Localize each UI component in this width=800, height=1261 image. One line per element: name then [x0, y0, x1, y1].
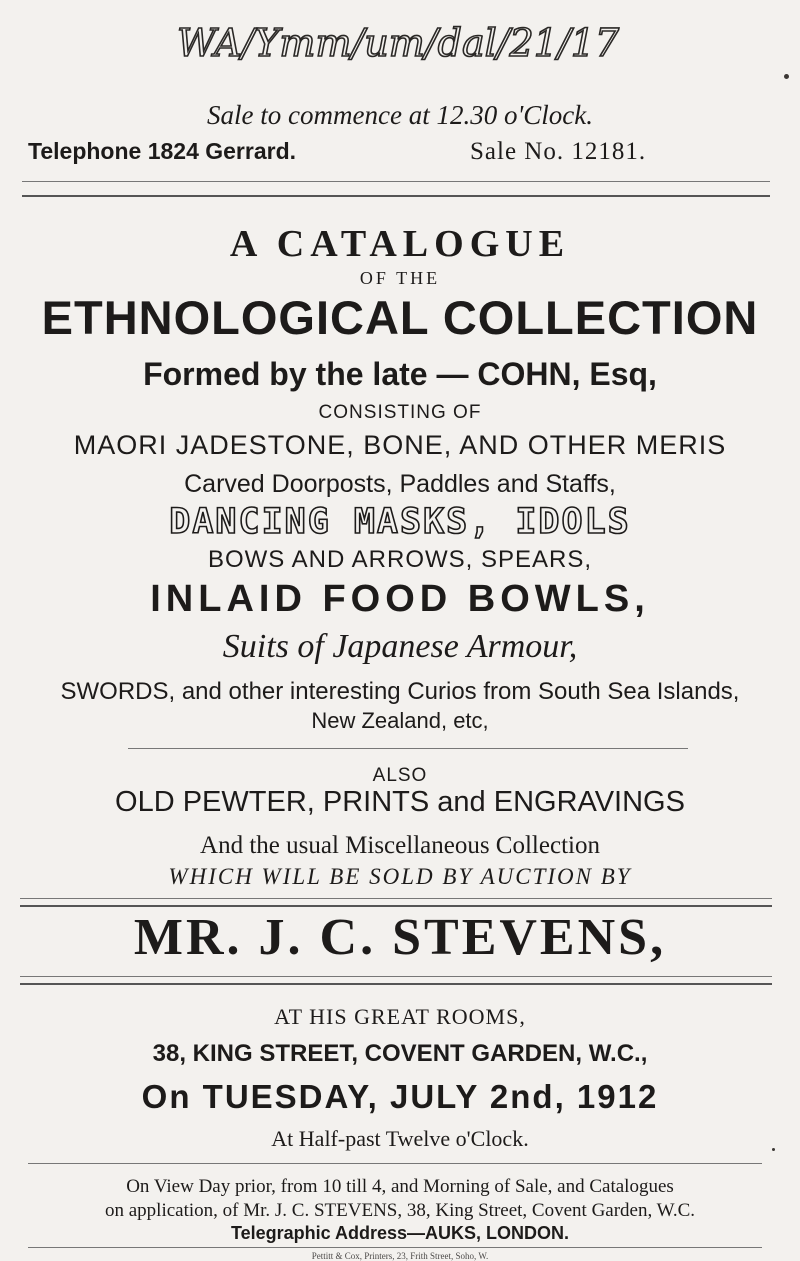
printers-imprint: Pettitt & Cox, Printers, 23, Frith Street, Soho, W. — [311, 1251, 489, 1261]
ink-speck — [772, 1148, 775, 1151]
printers-rule — [28, 1247, 762, 1248]
pewter-prints-engravings: OLD PEWTER, PRINTS and ENGRAVINGS — [115, 786, 685, 818]
item-bows-arrows: BOWS AND ARROWS, SPEARS, — [207, 546, 593, 573]
sale-date: On TUESDAY, JULY 2nd, 1912 — [141, 1078, 659, 1115]
address: 38, KING STREET, COVENT GARDEN, W.C., — [152, 1040, 648, 1067]
sale-time-detail: At Half-past Twelve o'Clock. — [271, 1126, 529, 1151]
item-carved-doorposts: Carved Doorposts, Paddles and Staffs, — [184, 470, 616, 498]
auction-line: WHICH WILL BE SOLD BY AUCTION BY — [168, 864, 632, 889]
view-info-line1: On View Day prior, from 10 till 4, and Morning of Sale, and Catalogues — [126, 1176, 674, 1197]
item-inlaid-bowls: INLAID FOOD BOWLS, — [150, 578, 650, 620]
item-maori-meris: MAORI JADESTONE, BONE, AND OTHER MERIS — [73, 430, 727, 460]
middle-rule — [128, 748, 688, 749]
telephone-row — [0, 138, 800, 170]
great-rooms: AT HIS GREAT ROOMS, — [274, 1004, 526, 1029]
item-japanese-armour: Suits of Japanese Armour, — [222, 628, 578, 665]
ink-speck — [784, 74, 789, 79]
handwritten-annotation-drawing — [118, 20, 678, 68]
telephone-number: Telephone 1824 Gerrard. — [28, 138, 297, 164]
view-info-line2: on application, of Mr. J. C. STEVENS, 38, King Street, Covent Garden, W.C. — [104, 1200, 695, 1221]
auctioneer-rule-bottom-2 — [20, 983, 772, 985]
formed-by: Formed by the late — COHN, Esq, — [143, 356, 657, 392]
auctioneer-name: MR. J. C. STEVENS, — [133, 909, 667, 966]
heading-a-catalogue: A CATALOGUE — [229, 223, 571, 265]
svg-text:WA/Ymm/um/dal/21/17: WA/Ymm/um/dal/21/17 — [176, 21, 620, 65]
auctioneer-rule-top-1 — [20, 898, 772, 899]
item-dancing-masks: DANCING MASKS, IDOLS — [169, 502, 631, 542]
heading-of-the: OF THE — [359, 268, 441, 288]
also-label: ALSO — [372, 765, 428, 786]
top-rule-1 — [22, 181, 770, 182]
auctioneer-rule-top-2 — [20, 905, 772, 907]
sale-time: Sale to commence at 12.30 o'Clock. — [207, 100, 593, 130]
auctioneer-rule-bottom-1 — [20, 976, 772, 977]
item-swords-curios: SWORDS, and other interesting Curios from South Sea Islands, — [60, 678, 740, 705]
heading-main: ETHNOLOGICAL COLLECTION — [41, 291, 759, 344]
telegraphic-address: Telegraphic Address—AUKS, LONDON. — [230, 1223, 570, 1243]
top-rule-2 — [22, 195, 770, 197]
view-rule — [28, 1163, 762, 1164]
handwritten-annotation — [118, 20, 678, 68]
sale-number: Sale No. 12181. — [470, 138, 647, 165]
item-new-zealand: New Zealand, etc, — [311, 708, 489, 733]
consisting-of: CONSISTING OF — [318, 402, 482, 423]
miscellaneous-collection: And the usual Miscellaneous Collection — [200, 832, 600, 859]
